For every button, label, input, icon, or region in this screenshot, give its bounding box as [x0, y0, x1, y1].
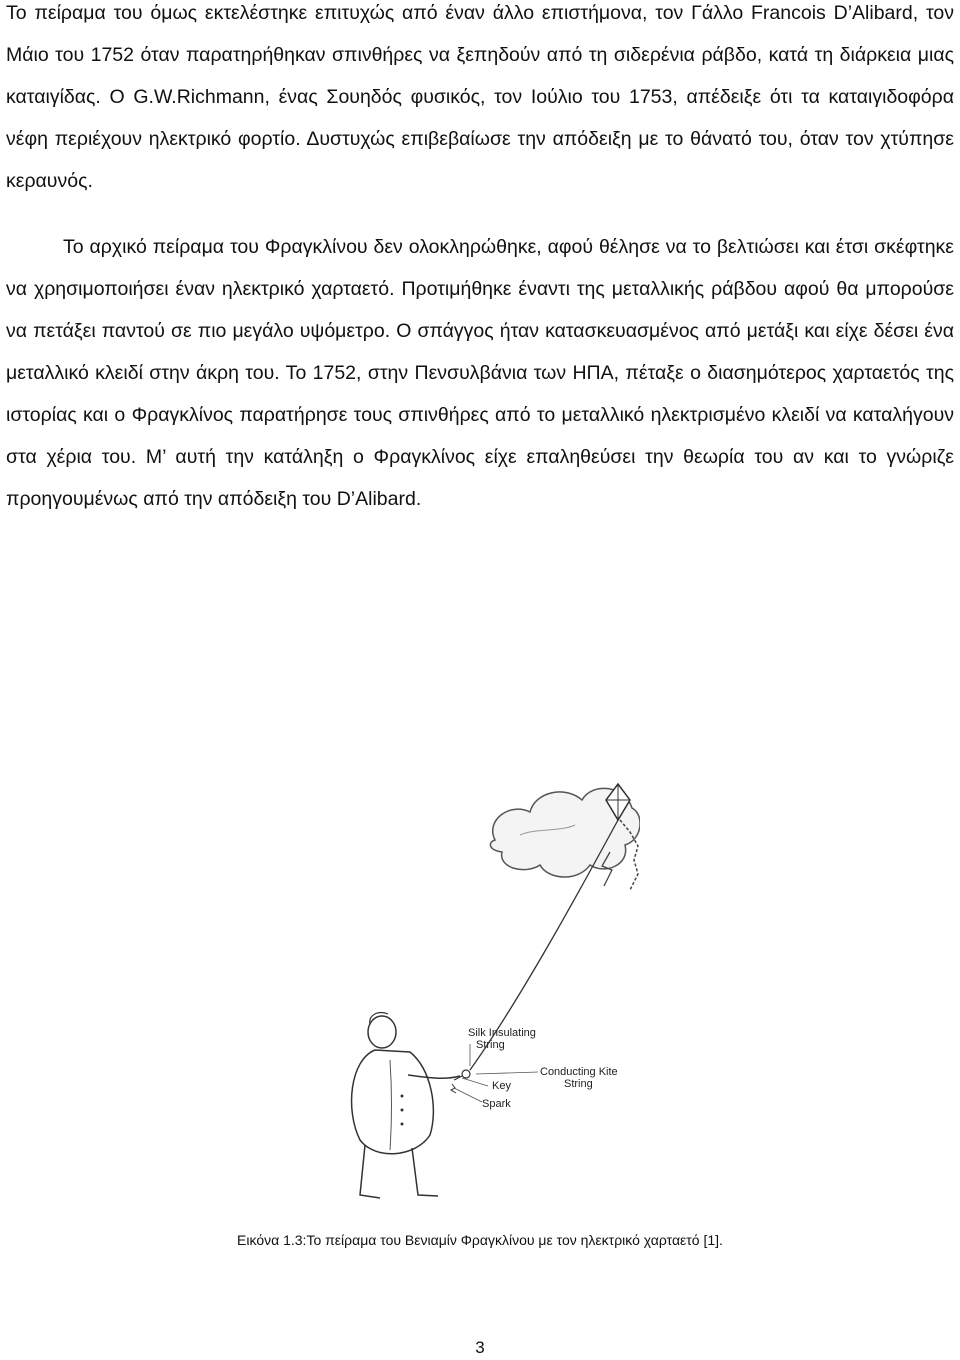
- page-number: 3: [475, 1338, 485, 1357]
- label-spark: Spark: [482, 1098, 511, 1110]
- key-icon: [454, 1070, 470, 1080]
- paragraph-2: Το αρχικό πείραμα του Φραγκλίνου δεν ολοκληρώθηκε, αφού θέλησε να το βελτιώσει και έτσι σκέφτηκε να χρησιμοποιήσει έναν ηλεκτρικό χαρταετό. Προτιμήθηκε έναντι της μεταλλικής ράβδου αφού θα μπορούσε να πετάξει παντού σε πιο μεγάλο υψόμετρο. Ο σπάγγος ήταν κατασκευασμένος από μετάξι και είχε δέσει ένα μεταλλικό κλειδί στην άκρη του. Το 1752, στην Πενσυλβάνια των ΗΠΑ, πέταξε ο διασημότερος χαρταετός της ιστορίας και ο Φραγκλίνος παρατήρησε τους σπινθήρες από το μεταλλικό ηλεκτρισμένο κλειδί να καταλήγουν στα χέρια του. Μ’ αυτή την κατάληξη ο Φραγκλίνος είχε επαληθεύσει την θεωρία του αν και το γνώριζε προηγουμένως από την απόδειξη του D’Alibard.: [6, 236, 954, 510]
- franklin-figure: [352, 1013, 460, 1198]
- paragraph-1: Το πείραμα του όμως εκτελέστηκε επιτυχώς από έναν άλλο επιστήμονα, τον Γάλλο Francois D’Alibard, τον Μάιο του 1752 όταν παρατηρήθηκαν σπινθήρες να ξεπηδούν από τη σιδερένια ράβδο, κατά τη διάρκεια μιας καταιγίδας. Ο G.W.Richmann, ένας Σουηδός φυσικός, τον Ιούλιο του 1753, απέδειξε ότι τα καταιγιδοφόρα νέφη περιέχουν ηλεκτρικό φορτίο. Δυστυχώς επιβεβαίωσε την απόδειξη με το θάνατό του, όταν τον χτύπησε κεραυνός.: [6, 2, 954, 192]
- label-key: Key: [492, 1080, 511, 1092]
- figure-caption: Εικόνα 1.3:Το πείραμα του Βενιαμίν Φραγκλίνου με τον ηλεκτρικό χαρταετό [1].: [237, 1232, 723, 1248]
- label-conducting-kite: Conducting Kite: [540, 1066, 618, 1078]
- label-silk-string: String: [476, 1039, 505, 1051]
- kite-illustration: [320, 740, 640, 1220]
- label-conducting-string: String: [564, 1078, 593, 1090]
- franklin-kite-figure: [320, 740, 640, 1220]
- label-silk-insulating: Silk Insulating: [468, 1027, 536, 1039]
